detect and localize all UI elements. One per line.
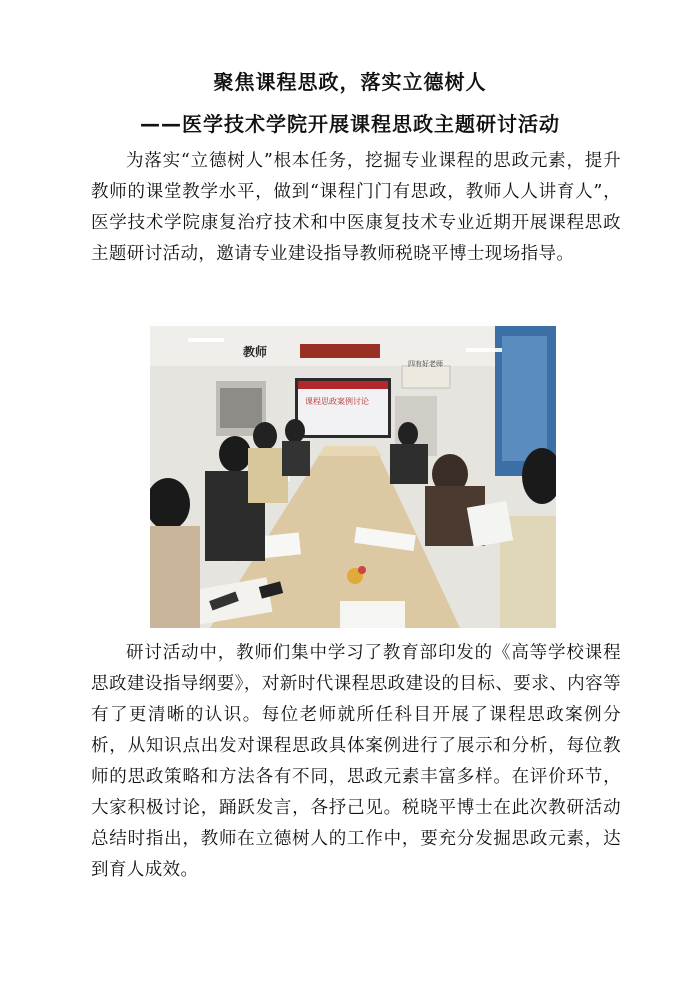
meeting-photo-illustration xyxy=(150,326,556,628)
screen-title: 课程思政案例讨论 xyxy=(305,397,369,406)
wall-calligraphy: 教师 xyxy=(243,345,268,359)
article-title: 聚焦课程思政，落实立德树人 xyxy=(213,70,487,94)
paragraph-1-text: 为落实“立德树人”根本任务，挖掘专业课程的思政元素，提升教师的课堂教学水平，做到“课程门门有思政，教师人人讲育人”，医学技术学院康复治疗技术和中医康复技术专业近期开展课程思政主题研讨活动，邀请专业建设指导教师税晓平博士现场指导。 xyxy=(91,151,621,264)
meeting-photo xyxy=(150,326,556,628)
paragraph-2-text: 研讨活动中，教师们集中学习了教育部印发的《高等学校课程思政建设指导纲要》，对新时代课程思政建设的目标、要求、内容等有了更清晰的认识。每位老师就所任科目开展了课程思政案例分析，从知识点出发对课程思政具体案例进行了展示和分析，每位教师的思政策略和方法各有不同，思政元素丰富多样。在评价环节，大家积极讨论，踊跃发言，各抒己见。税晓平博士在此次教研活动总结时指出，教师在立德树人的工作中，要充分发掘思政元素，达到育人成效。 xyxy=(91,643,621,880)
paragraph-intro xyxy=(91,146,621,270)
wall-board-text: 四有好老师 xyxy=(408,360,443,368)
paragraph-discussion xyxy=(91,638,621,886)
article-subtitle: ——医学技术学院开展课程思政主题研讨活动 xyxy=(140,112,560,136)
